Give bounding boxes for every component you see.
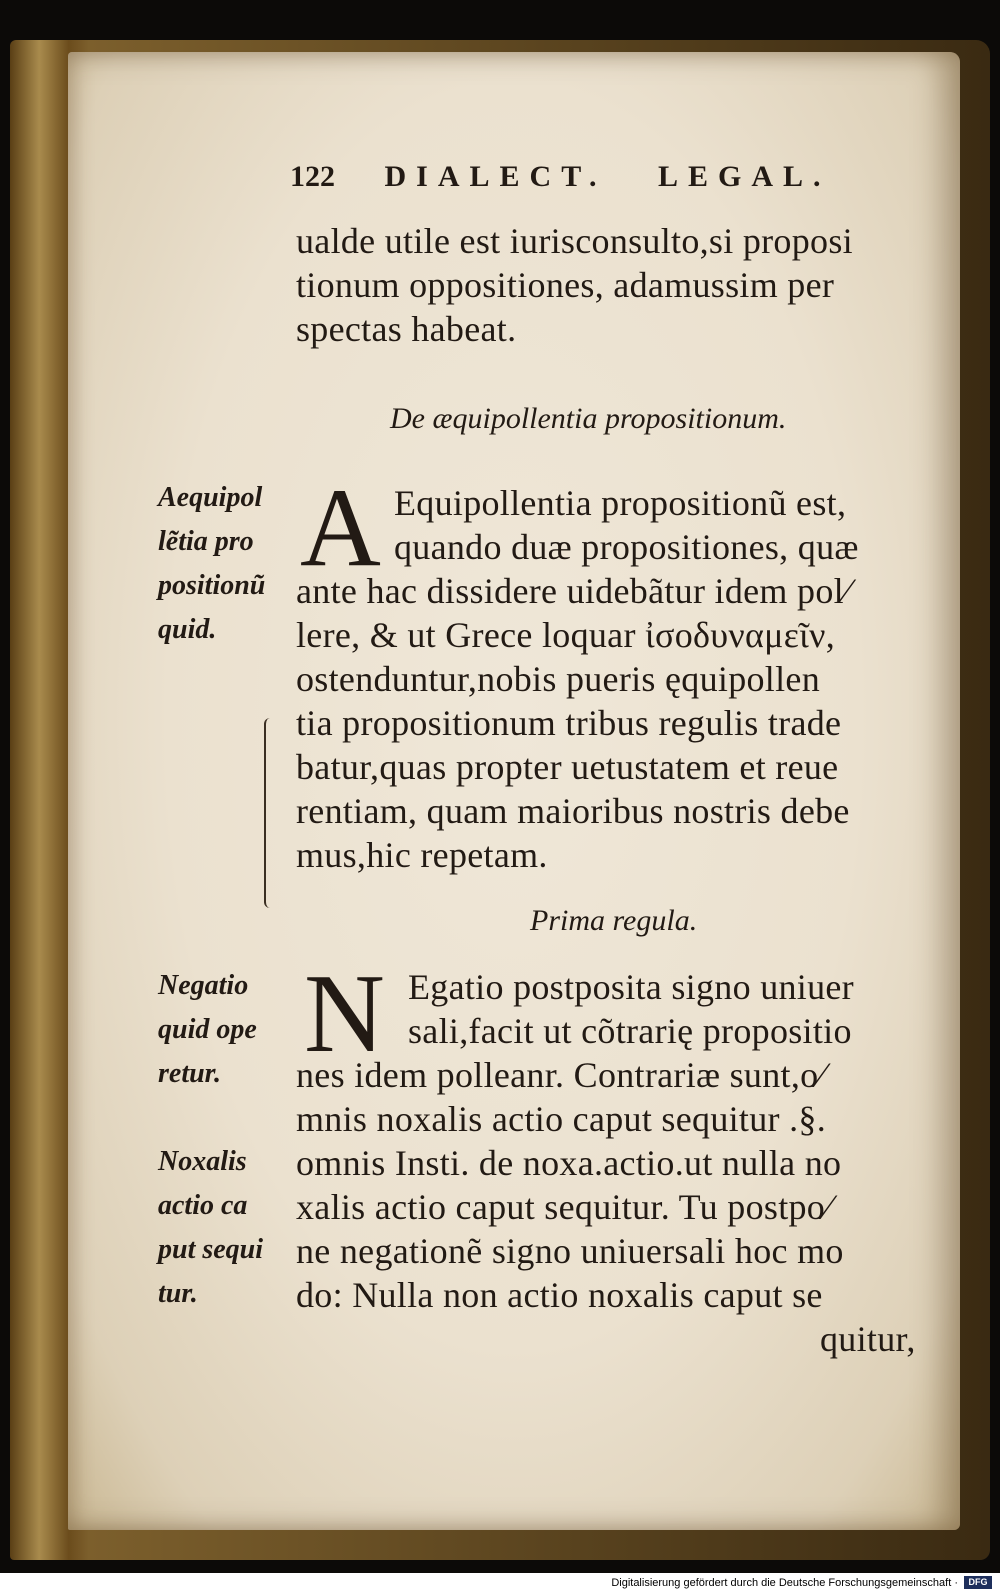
body-line: ante hac dissidere uidebãtur idem pol⁄ — [296, 571, 851, 611]
margin-note-line: quid. — [158, 614, 217, 645]
margin-note-line: actio ca — [158, 1190, 248, 1221]
intro-line: ualde utile est iurisconsulto,si proposi — [296, 221, 853, 261]
body-line: omnis Insti. de noxa.actio.ut nulla no — [296, 1143, 842, 1183]
margin-note-line: Aequipol — [158, 482, 263, 513]
margin-note-line: Noxalis — [158, 1146, 247, 1177]
margin-note-line: retur. — [158, 1058, 222, 1089]
body-line: rentiam, quam maioribus nostris debe — [296, 791, 850, 831]
body-line: nes idem polleanr. Contrariæ sunt,o⁄ — [296, 1055, 825, 1095]
body-line: ne negationẽ signo uniuersali hoc mo — [296, 1231, 844, 1271]
body-line: mnis noxalis actio caput sequitur .§. — [296, 1099, 827, 1139]
dropcap-n: N — [304, 952, 385, 1076]
intro-line: tionum oppositiones, adamussim per — [296, 265, 835, 305]
body-line: batur,quas propter uetustatem et reue — [296, 747, 839, 787]
catchword: quitur, — [820, 1319, 916, 1359]
digitization-credit: Digitalisierung gefördert durch die Deutsche Forschungsgemeinschaft · — [611, 1577, 958, 1589]
intro-line: spectas habeat. — [296, 309, 517, 349]
section-heading-prima-regula: Prima regula. — [530, 904, 698, 937]
page-number: 122 — [290, 160, 335, 193]
body-line: mus,hic repetam. — [296, 835, 548, 875]
section-heading-equipollentia: De æquipollentia propositionum. — [390, 402, 787, 435]
running-header — [290, 160, 831, 194]
margin-note-line: put sequi — [158, 1234, 264, 1265]
body-line: Egatio postposita signo uniuer — [408, 967, 854, 1007]
margin-note-line: tur. — [158, 1278, 198, 1309]
margin-note-line: quid ope — [158, 1014, 257, 1045]
margin-note-line: positionũ — [158, 570, 266, 601]
margin-note-line: lẽtia pro — [158, 526, 254, 557]
ink-bracket-mark — [264, 718, 272, 908]
body-line: do: Nulla non actio noxalis caput se — [296, 1275, 823, 1315]
body-line: tia propositionum tribus regulis trade — [296, 703, 842, 743]
margin-note-line: Negatio — [158, 970, 249, 1001]
header-title-right: LEGAL. — [657, 160, 831, 193]
body-line: ostenduntur,nobis pueris ęquipollen — [296, 659, 820, 699]
body-line: quando duæ propositiones, quæ — [394, 527, 859, 567]
dfg-logo-icon: DFG — [964, 1576, 992, 1589]
body-line: lere, & ut Grece loquar ἰσοδυναμεῖν, — [296, 615, 836, 655]
body-line: Equipollentia propositionũ est, — [394, 483, 847, 523]
body-line: xalis actio caput sequitur. Tu postpo⁄ — [296, 1187, 832, 1227]
header-title-left: DIALECT. — [384, 160, 607, 193]
body-line: sali,facit ut cõtrarię propositio — [408, 1011, 852, 1051]
dropcap-a: A — [300, 466, 381, 590]
